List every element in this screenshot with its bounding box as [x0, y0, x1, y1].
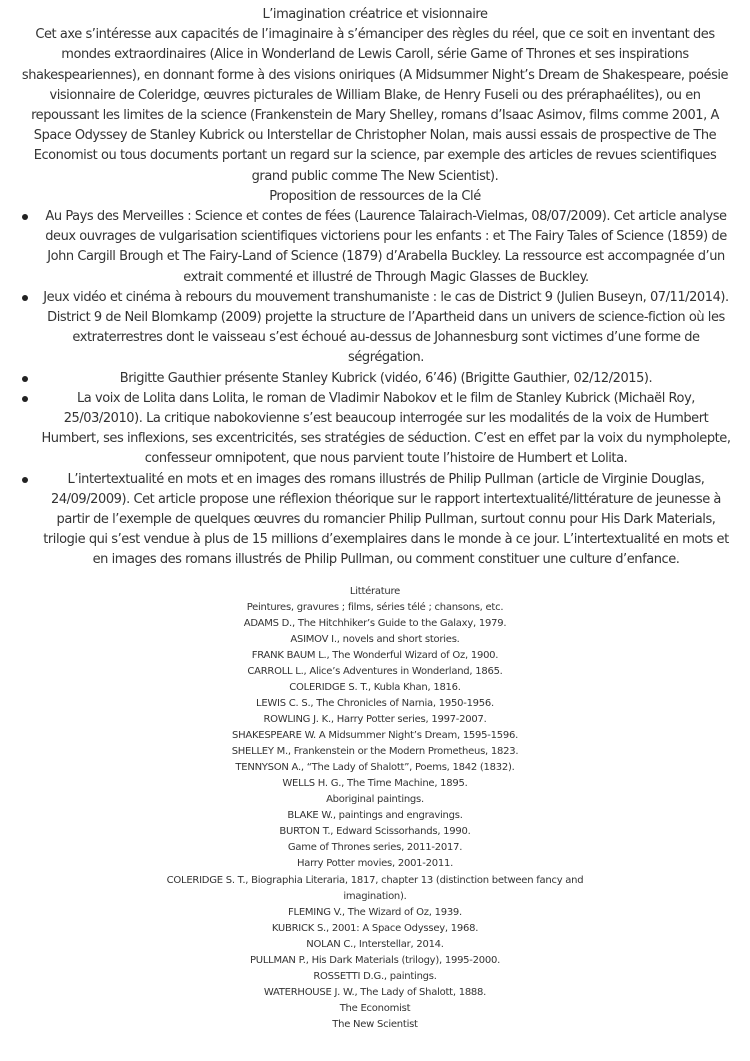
- bibliography-entry: KUBRICK S., 2001: A Space Odyssey, 1968.: [271, 922, 479, 934]
- bibliography-entry: SHELLEY M., Frankenstein or the Modern Prometheus, 1823.: [231, 746, 519, 758]
- resources-list: [16, 207, 734, 571]
- bibliography-entry: COLERIDGE S. T., Kubla Khan, 1816.: [289, 681, 461, 693]
- bibliography-entry: The Economist: [339, 1002, 411, 1014]
- resource-text: Brigitte Gauthier présente Stanley Kubrick (vidéo, 6’46) (Brigitte Gauthier, 02/12/2015).: [119, 370, 653, 386]
- bibliography-entry: COLERIDGE S. T., Biographia Literaria, 1817, chapter 13 (distinction between fancy and imagination).: [166, 874, 584, 902]
- bibliography-entry: PULLMAN P., His Dark Materials (trilogy), 1995-2000.: [249, 954, 501, 966]
- bibliography-entry: Game of Thrones series, 2011-2017.: [287, 842, 463, 854]
- bullet-icon: [22, 477, 28, 483]
- resource-text: L’intertextualité en mots et en images des romans illustrés de Philip Pullman (article de Virginie Douglas, 24/09/2009). Cet article propose une réflexion théorique sur le rapport intertextualité/littérature de jeunesse à partir de l’exemple de quelques œuvres du romancier Philip Pullman, surtout connu pour His Dark Materials, trilogie qui s’est vendue à plus de 15 millions d’exemplaires dans le monde à ce jour. L’intertextualité en mots et en images des romans illustrés de Philip Pullman, ou comment constituer une culture d’enfance.: [43, 471, 729, 568]
- bibliography: [16, 584, 734, 1033]
- bibliography-entry: The New Scientist: [332, 1018, 418, 1030]
- bibliography-entry: WELLS H. G., The Time Machine, 1895.: [282, 778, 468, 790]
- resource-text: Jeux vidéo et cinéma à rebours du mouvement transhumaniste : le cas de District 9 (Julien Buseyn, 07/11/2014). District 9 de Neil Blomkamp (2009) projette la structure de l’Apartheid dans un univers de science-fiction où les extraterrestres dont le vaisseau s’est échoué au-dessus de Johannesburg sont victimes d’une forme de ségrégation.: [43, 289, 729, 366]
- bibliography-entry: BURTON T., Edward Scissorhands, 1990.: [279, 826, 471, 838]
- bibliography-entry: ADAMS D., The Hitchhiker’s Guide to the Galaxy, 1979.: [243, 617, 507, 629]
- bibliography-entry: FRANK BAUM L., The Wonderful Wizard of Oz, 1900.: [251, 649, 499, 661]
- bibliography-entry: ROSSETTI D.G., paintings.: [313, 970, 437, 982]
- bibliography-entry: NOLAN C., Interstellar, 2014.: [306, 938, 444, 950]
- bibliography-entry: BLAKE W., paintings and engravings.: [287, 810, 463, 822]
- bullet-icon: [22, 396, 28, 402]
- bibliography-entry: Aboriginal paintings.: [326, 794, 424, 806]
- bullet-icon: [22, 295, 28, 301]
- bibliography-entry: WATERHOUSE J. W., The Lady of Shalott, 1888.: [263, 986, 487, 998]
- bibliography-entry: FLEMING V., The Wizard of Oz, 1939.: [288, 906, 462, 918]
- bullet-icon: [22, 214, 28, 220]
- bibliography-category: Peintures, gravures ; films, séries télé ; chansons, etc.: [246, 601, 504, 613]
- bibliography-entry: ASIMOV I., novels and short stories.: [290, 633, 460, 645]
- section-title: L’imagination créatrice et visionnaire: [262, 7, 488, 22]
- bibliography-entry: CARROLL L., Alice’s Adventures in Wonderland, 1865.: [247, 665, 503, 677]
- resource-item: [16, 389, 734, 470]
- section-intro: Cet axe s’intéresse aux capacités de l’imaginaire à s’émanciper des règles du réel, que ce soit en inventant des mondes extraordinaires (Alice in Wonderland de Lewis Caroll, série Game of Thrones et ses inspirations shakespeariennes), en donnant forme à des visions oniriques (A Midsummer Night’s Dream de Shakespeare, poésie visionnaire de Coleridge, œuvres picturales de William Blake, de Henry Fuseli ou des préraphaélites), ou en repoussant les limites de la science (Frankenstein de Mary Shelley, romans d’Isaac Asimov, films comme 2001, A Space Odyssey de Stanley Kubrick ou Interstellar de Christopher Nolan, mais aussi essais de prospective de The Economist ou tous documents portant un regard sur la science, par exemple des articles de revues scientifiques grand public comme The New Scientist).: [21, 27, 729, 184]
- resource-item: [16, 369, 734, 389]
- bibliography-entry: LEWIS C. S., The Chronicles of Narnia, 1950-1956.: [256, 698, 494, 710]
- resource-item: [16, 470, 734, 571]
- resource-item: [16, 288, 734, 369]
- resource-text: Au Pays des Merveilles : Science et contes de fées (Laurence Talairach-Vielmas, 08/07/2009). Cet article analyse deux ouvrages de vulgarisation scientifiques victoriens pour les enfants : et The Fairy Tales of Science (1859) de John Cargill Brough et The Fairy-Land of Science (1879) d’Arabella Buckley. La ressource est accompagnée d’un extrait commenté et illustré de Through Magic Glasses de Buckley.: [45, 209, 727, 285]
- bibliography-entry: SHAKESPEARE W. A Midsummer Night’s Dream, 1595-1596.: [232, 730, 518, 742]
- bibliography-entry: TENNYSON A., “The Lady of Shalott”, Poems, 1842 (1832).: [235, 762, 515, 774]
- resource-text: La voix de Lolita dans Lolita, le roman de Vladimir Nabokov et le film de Stanley Kubrick (Michaël Roy, 25/03/2010). La critique nabokovienne s’est beaucoup interrogée sur les modalités de la voix de Humbert Humbert, ses inflexions, ses excentricités, ses stratégies de séduction. C’est en effet par la voix du nympholepte, confesseur omnipotent, que nous parvient toute l’histoire de Humbert et Lolita.: [41, 390, 731, 467]
- resources-heading: Proposition de ressources de la Clé: [269, 188, 481, 204]
- resource-item: [16, 207, 734, 288]
- section-body: [16, 5, 734, 571]
- bullet-icon: [22, 376, 28, 382]
- bibliography-entry: Harry Potter movies, 2001-2011.: [296, 858, 454, 870]
- bibliography-entry: ROWLING J. K., Harry Potter series, 1997-2007.: [263, 714, 487, 726]
- bibliography-category: Littérature: [349, 585, 401, 597]
